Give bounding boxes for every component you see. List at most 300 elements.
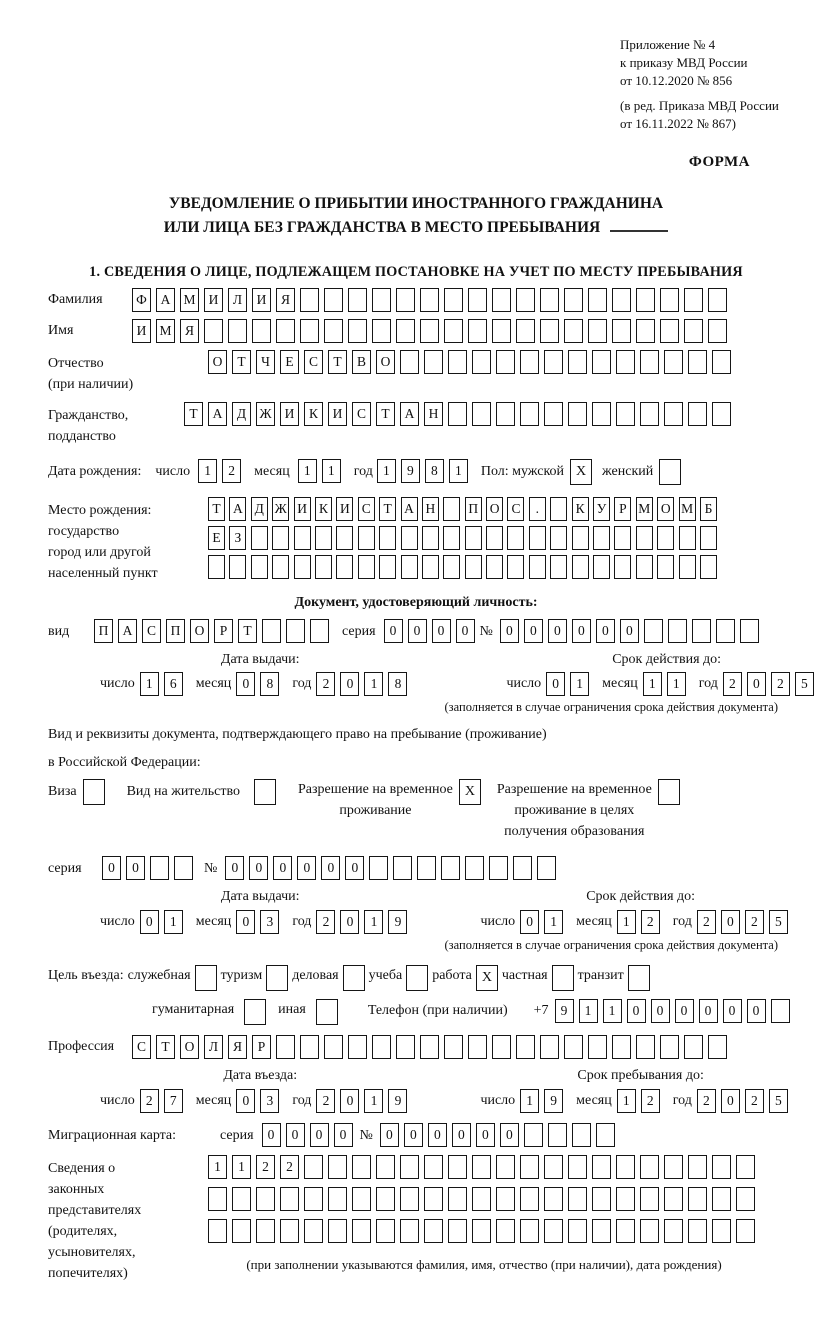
char-cell[interactable] [636,526,653,550]
char-cell[interactable] [516,1035,535,1059]
char-cell[interactable] [588,319,607,343]
purpose-business-checkbox[interactable] [343,965,365,991]
char-cell[interactable] [640,402,659,426]
char-cell[interactable] [640,1187,659,1211]
char-cell[interactable]: О [376,350,395,374]
char-cell[interactable]: М [636,497,653,521]
char-cell[interactable]: 0 [699,999,718,1023]
char-cell[interactable] [229,555,246,579]
char-cell[interactable] [524,1123,543,1147]
char-cell[interactable] [468,288,487,312]
char-cell[interactable]: С [507,497,524,521]
char-cell[interactable]: 1 [198,459,217,483]
char-cell[interactable] [174,856,193,880]
char-cell[interactable]: Н [422,497,439,521]
char-cell[interactable]: Р [214,619,233,643]
char-cell[interactable]: С [142,619,161,643]
temp-residence-checkbox[interactable]: X [459,779,481,805]
purpose-humanitarian-checkbox[interactable] [244,999,266,1025]
char-cell[interactable]: 1 [667,672,686,696]
char-cell[interactable] [422,555,439,579]
char-cell[interactable]: И [336,497,353,521]
char-cell[interactable] [636,288,655,312]
char-cell[interactable]: О [486,497,503,521]
char-cell[interactable]: 0 [721,910,740,934]
char-cell[interactable] [564,288,583,312]
char-cell[interactable] [688,1155,707,1179]
char-cell[interactable] [640,350,659,374]
char-cell[interactable]: 0 [297,856,316,880]
char-cell[interactable]: М [156,319,175,343]
char-cell[interactable] [379,526,396,550]
char-cell[interactable] [736,1155,755,1179]
char-cell[interactable]: 3 [260,910,279,934]
char-cell[interactable] [616,1187,635,1211]
char-cell[interactable] [588,1035,607,1059]
char-cell[interactable] [550,555,567,579]
char-cell[interactable] [276,319,295,343]
char-cell[interactable] [492,1035,511,1059]
char-cell[interactable] [496,1219,515,1243]
char-cell[interactable] [550,526,567,550]
char-cell[interactable]: 9 [555,999,574,1023]
char-cell[interactable]: 0 [747,999,766,1023]
char-cell[interactable]: 0 [456,619,475,643]
char-cell[interactable] [568,350,587,374]
char-cell[interactable]: 0 [249,856,268,880]
char-cell[interactable] [540,288,559,312]
char-cell[interactable]: 0 [548,619,567,643]
char-cell[interactable] [572,555,589,579]
char-cell[interactable]: 5 [795,672,814,696]
char-cell[interactable] [712,350,731,374]
char-cell[interactable] [443,497,460,521]
char-cell[interactable] [465,526,482,550]
char-cell[interactable] [393,856,412,880]
char-cell[interactable]: 1 [449,459,468,483]
char-cell[interactable] [684,288,703,312]
char-cell[interactable]: 5 [769,1089,788,1113]
char-cell[interactable]: Т [208,497,225,521]
char-cell[interactable] [256,1187,275,1211]
char-cell[interactable]: 1 [617,1089,636,1113]
char-cell[interactable]: З [229,526,246,550]
char-cell[interactable]: И [132,319,151,343]
char-cell[interactable] [592,1219,611,1243]
char-cell[interactable]: Т [379,497,396,521]
char-cell[interactable] [496,1155,515,1179]
char-cell[interactable]: 1 [140,672,159,696]
char-cell[interactable] [544,1219,563,1243]
char-cell[interactable]: Т [184,402,203,426]
char-cell[interactable]: 0 [721,1089,740,1113]
char-cell[interactable]: Т [328,350,347,374]
char-cell[interactable]: К [315,497,332,521]
char-cell[interactable]: 1 [364,672,383,696]
char-cell[interactable]: 0 [340,910,359,934]
char-cell[interactable]: 9 [388,910,407,934]
char-cell[interactable] [468,319,487,343]
char-cell[interactable] [336,526,353,550]
char-cell[interactable]: П [166,619,185,643]
char-cell[interactable]: К [304,402,323,426]
char-cell[interactable] [358,555,375,579]
char-cell[interactable] [400,1219,419,1243]
char-cell[interactable] [280,1219,299,1243]
char-cell[interactable] [644,619,663,643]
char-cell[interactable]: 2 [140,1089,159,1113]
char-cell[interactable]: П [465,497,482,521]
char-cell[interactable]: 0 [126,856,145,880]
char-cell[interactable] [712,1187,731,1211]
char-cell[interactable]: 0 [236,910,255,934]
char-cell[interactable] [712,402,731,426]
char-cell[interactable] [688,402,707,426]
char-cell[interactable] [294,555,311,579]
char-cell[interactable]: 8 [260,672,279,696]
char-cell[interactable] [544,1187,563,1211]
char-cell[interactable] [516,319,535,343]
char-cell[interactable] [564,1035,583,1059]
char-cell[interactable]: 0 [500,1123,519,1147]
char-cell[interactable] [679,555,696,579]
char-cell[interactable] [448,1155,467,1179]
char-cell[interactable] [256,1219,275,1243]
char-cell[interactable] [616,402,635,426]
char-cell[interactable] [540,1035,559,1059]
char-cell[interactable]: Ж [256,402,275,426]
char-cell[interactable]: О [180,1035,199,1059]
char-cell[interactable]: П [94,619,113,643]
char-cell[interactable]: 7 [164,1089,183,1113]
char-cell[interactable]: 1 [232,1155,251,1179]
char-cell[interactable] [420,319,439,343]
char-cell[interactable] [548,1123,567,1147]
char-cell[interactable]: 6 [164,672,183,696]
char-cell[interactable] [700,555,717,579]
char-cell[interactable] [664,350,683,374]
purpose-official-checkbox[interactable] [195,965,217,991]
purpose-transit-checkbox[interactable] [628,965,650,991]
char-cell[interactable] [443,526,460,550]
char-cell[interactable] [465,856,484,880]
char-cell[interactable] [700,526,717,550]
char-cell[interactable]: И [280,402,299,426]
char-cell[interactable]: 0 [428,1123,447,1147]
char-cell[interactable] [448,1219,467,1243]
char-cell[interactable] [208,555,225,579]
char-cell[interactable] [400,1155,419,1179]
char-cell[interactable]: 0 [286,1123,305,1147]
char-cell[interactable] [537,856,556,880]
char-cell[interactable] [544,350,563,374]
char-cell[interactable]: 0 [432,619,451,643]
char-cell[interactable] [736,1187,755,1211]
char-cell[interactable]: О [190,619,209,643]
char-cell[interactable] [572,526,589,550]
char-cell[interactable] [286,619,305,643]
char-cell[interactable] [300,1035,319,1059]
char-cell[interactable] [513,856,532,880]
char-cell[interactable] [251,555,268,579]
char-cell[interactable]: Я [228,1035,247,1059]
char-cell[interactable]: Б [700,497,717,521]
char-cell[interactable] [376,1155,395,1179]
residence-permit-checkbox[interactable] [254,779,276,805]
char-cell[interactable] [520,402,539,426]
purpose-study-checkbox[interactable] [406,965,428,991]
char-cell[interactable] [544,402,563,426]
char-cell[interactable]: 0 [620,619,639,643]
char-cell[interactable] [280,1187,299,1211]
char-cell[interactable] [304,1155,323,1179]
char-cell[interactable]: 1 [298,459,317,483]
char-cell[interactable] [616,1155,635,1179]
char-cell[interactable]: 2 [697,1089,716,1113]
char-cell[interactable] [568,1155,587,1179]
char-cell[interactable]: А [208,402,227,426]
char-cell[interactable] [315,526,332,550]
char-cell[interactable] [262,619,281,643]
char-cell[interactable]: 9 [388,1089,407,1113]
char-cell[interactable] [448,1187,467,1211]
char-cell[interactable] [358,526,375,550]
char-cell[interactable]: Т [156,1035,175,1059]
char-cell[interactable] [520,1187,539,1211]
char-cell[interactable]: И [252,288,271,312]
char-cell[interactable]: А [400,402,419,426]
char-cell[interactable] [614,526,631,550]
char-cell[interactable] [420,288,439,312]
char-cell[interactable]: 1 [603,999,622,1023]
char-cell[interactable] [472,1155,491,1179]
char-cell[interactable]: Я [180,319,199,343]
char-cell[interactable] [472,350,491,374]
char-cell[interactable] [492,319,511,343]
char-cell[interactable] [712,1219,731,1243]
char-cell[interactable]: А [156,288,175,312]
char-cell[interactable]: Л [228,288,247,312]
char-cell[interactable] [520,1155,539,1179]
char-cell[interactable]: 0 [723,999,742,1023]
char-cell[interactable]: 1 [520,1089,539,1113]
char-cell[interactable] [664,402,683,426]
char-cell[interactable]: 5 [769,910,788,934]
char-cell[interactable] [315,555,332,579]
char-cell[interactable] [300,288,319,312]
char-cell[interactable]: У [593,497,610,521]
char-cell[interactable]: С [358,497,375,521]
char-cell[interactable] [516,288,535,312]
char-cell[interactable] [204,319,223,343]
char-cell[interactable] [592,1187,611,1211]
char-cell[interactable]: 0 [675,999,694,1023]
visa-checkbox[interactable] [83,779,105,805]
char-cell[interactable] [472,402,491,426]
char-cell[interactable] [465,555,482,579]
char-cell[interactable]: 1 [617,910,636,934]
char-cell[interactable] [396,1035,415,1059]
char-cell[interactable]: 8 [388,672,407,696]
char-cell[interactable]: 0 [102,856,121,880]
char-cell[interactable] [712,1155,731,1179]
char-cell[interactable]: 9 [401,459,420,483]
char-cell[interactable]: . [529,497,546,521]
char-cell[interactable] [444,1035,463,1059]
char-cell[interactable] [417,856,436,880]
char-cell[interactable]: К [572,497,589,521]
char-cell[interactable] [592,1155,611,1179]
char-cell[interactable]: 0 [380,1123,399,1147]
char-cell[interactable] [336,555,353,579]
char-cell[interactable]: 2 [222,459,241,483]
char-cell[interactable] [636,1035,655,1059]
char-cell[interactable] [612,288,631,312]
char-cell[interactable] [294,526,311,550]
char-cell[interactable] [593,555,610,579]
char-cell[interactable] [496,402,515,426]
char-cell[interactable] [424,1187,443,1211]
char-cell[interactable]: 0 [225,856,244,880]
char-cell[interactable] [208,1187,227,1211]
char-cell[interactable]: И [294,497,311,521]
char-cell[interactable]: 0 [651,999,670,1023]
char-cell[interactable]: Л [204,1035,223,1059]
char-cell[interactable] [232,1187,251,1211]
char-cell[interactable]: 0 [236,672,255,696]
char-cell[interactable]: 0 [345,856,364,880]
char-cell[interactable]: И [328,402,347,426]
char-cell[interactable]: 2 [697,910,716,934]
char-cell[interactable] [660,319,679,343]
char-cell[interactable]: 2 [280,1155,299,1179]
char-cell[interactable]: 0 [334,1123,353,1147]
char-cell[interactable]: Д [251,497,268,521]
char-cell[interactable]: 0 [520,910,539,934]
char-cell[interactable] [400,1187,419,1211]
char-cell[interactable] [660,1035,679,1059]
char-cell[interactable] [568,1219,587,1243]
char-cell[interactable] [550,497,567,521]
char-cell[interactable] [664,1187,683,1211]
char-cell[interactable]: 2 [316,672,335,696]
char-cell[interactable]: С [304,350,323,374]
char-cell[interactable] [328,1155,347,1179]
char-cell[interactable]: Н [424,402,443,426]
char-cell[interactable]: 2 [641,910,660,934]
char-cell[interactable] [640,1219,659,1243]
char-cell[interactable] [310,619,329,643]
char-cell[interactable] [664,1155,683,1179]
char-cell[interactable]: 0 [384,619,403,643]
char-cell[interactable] [668,619,687,643]
char-cell[interactable]: 0 [236,1089,255,1113]
char-cell[interactable] [489,856,508,880]
char-cell[interactable]: 2 [745,910,764,934]
char-cell[interactable]: 1 [570,672,589,696]
char-cell[interactable] [593,526,610,550]
char-cell[interactable] [612,1035,631,1059]
char-cell[interactable] [640,1155,659,1179]
char-cell[interactable]: 0 [408,619,427,643]
char-cell[interactable] [529,555,546,579]
char-cell[interactable] [448,350,467,374]
char-cell[interactable]: Т [376,402,395,426]
char-cell[interactable]: 1 [164,910,183,934]
char-cell[interactable] [716,619,735,643]
char-cell[interactable]: А [229,497,246,521]
char-cell[interactable] [300,319,319,343]
char-cell[interactable] [304,1219,323,1243]
char-cell[interactable] [379,555,396,579]
char-cell[interactable] [324,319,343,343]
char-cell[interactable] [688,1219,707,1243]
char-cell[interactable]: 2 [771,672,790,696]
char-cell[interactable] [424,1155,443,1179]
char-cell[interactable]: 1 [364,1089,383,1113]
char-cell[interactable] [443,555,460,579]
char-cell[interactable]: Т [232,350,251,374]
char-cell[interactable] [507,526,524,550]
char-cell[interactable] [232,1219,251,1243]
char-cell[interactable]: Ф [132,288,151,312]
char-cell[interactable]: В [352,350,371,374]
char-cell[interactable]: О [657,497,674,521]
char-cell[interactable]: Д [232,402,251,426]
char-cell[interactable]: Я [276,288,295,312]
char-cell[interactable]: М [679,497,696,521]
char-cell[interactable]: 0 [452,1123,471,1147]
char-cell[interactable] [396,288,415,312]
char-cell[interactable]: 2 [745,1089,764,1113]
char-cell[interactable]: 9 [544,1089,563,1113]
char-cell[interactable]: Е [280,350,299,374]
char-cell[interactable] [616,350,635,374]
char-cell[interactable] [684,1035,703,1059]
char-cell[interactable]: Ч [256,350,275,374]
char-cell[interactable] [544,1155,563,1179]
char-cell[interactable] [372,319,391,343]
char-cell[interactable] [444,288,463,312]
char-cell[interactable] [372,1035,391,1059]
char-cell[interactable]: 0 [524,619,543,643]
char-cell[interactable] [401,526,418,550]
char-cell[interactable] [424,1219,443,1243]
char-cell[interactable]: 0 [273,856,292,880]
char-cell[interactable] [592,402,611,426]
char-cell[interactable]: 0 [476,1123,495,1147]
char-cell[interactable]: И [204,288,223,312]
char-cell[interactable] [276,1035,295,1059]
char-cell[interactable] [708,288,727,312]
char-cell[interactable] [684,319,703,343]
char-cell[interactable] [324,288,343,312]
char-cell[interactable] [596,1123,615,1147]
char-cell[interactable]: А [118,619,137,643]
char-cell[interactable] [588,288,607,312]
char-cell[interactable] [228,319,247,343]
char-cell[interactable] [568,402,587,426]
char-cell[interactable]: 0 [747,672,766,696]
char-cell[interactable] [348,319,367,343]
char-cell[interactable]: 0 [310,1123,329,1147]
char-cell[interactable]: Р [614,497,631,521]
char-cell[interactable]: 0 [404,1123,423,1147]
purpose-work-checkbox[interactable]: X [476,965,498,991]
char-cell[interactable] [564,319,583,343]
char-cell[interactable]: 0 [321,856,340,880]
char-cell[interactable] [328,1187,347,1211]
